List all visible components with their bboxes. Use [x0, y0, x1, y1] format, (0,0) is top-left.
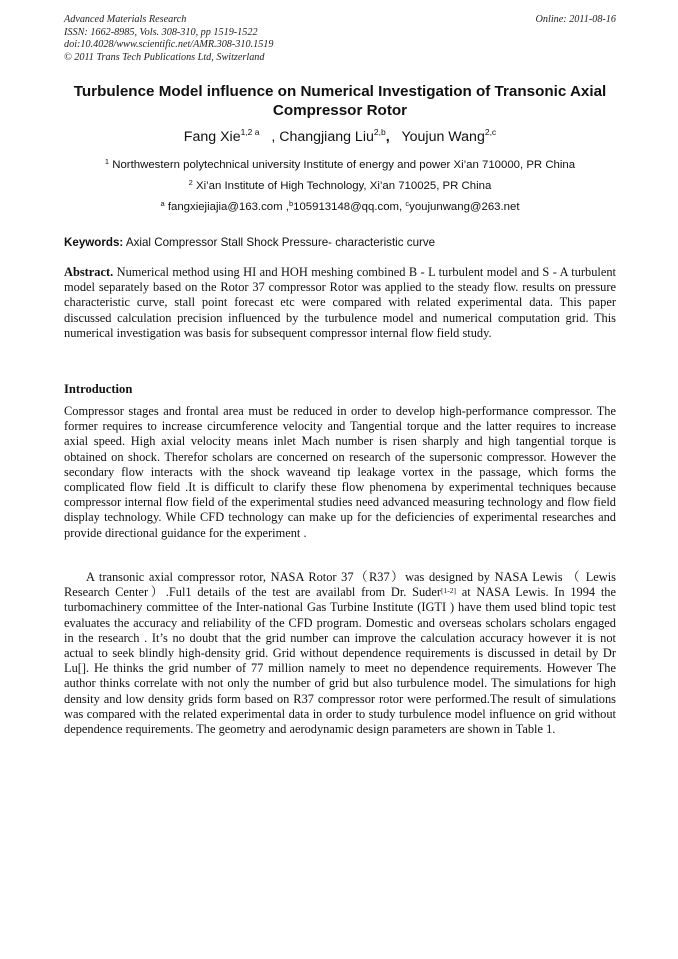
section-heading: Introduction — [64, 382, 133, 396]
author-affiliation-marker: 2,c — [484, 127, 497, 137]
citation-ref: [1-2] — [441, 586, 457, 596]
email-a: fangxiejiajia@163.com , — [167, 201, 289, 213]
doi-line: doi:10.4028/www.scientific.net/AMR.308-310.1519 — [64, 39, 274, 51]
email-marker: c — [405, 199, 410, 208]
author-list — [64, 129, 616, 145]
affiliation-marker: 2 — [188, 178, 193, 187]
issn-line: ISSN: 1662-8985, Vols. 308-310, pp 1519-1522 — [64, 26, 258, 38]
keywords-label: Keywords: — [64, 236, 124, 249]
intro-paragraph-1: Compressor stages and frontal area must be reduced in order to develop high-performance compressor. The former requires to increase circumference velocity and Tangential torque and the latter requires to increase axial speed. High axial velocity means inlet Mach number is risen sharply and high tangential torque is obtained on shock. Therefor scholars are concerned on research of the supersonic compressor. However the secondary flow interacts with the shock waveand tip leakage vortex in the passage, which forms the complicated flow field .It is difficult to clarify these flow phenomena by experimental techniques because compressor internal flow field of the experimental studies need advanced measuring technology and flow field display technology. While CFD technology can make up for the deficiencies of experimental researches and provide directional guidance for the experiment . — [64, 404, 616, 540]
intro-p2-text-a: A transonic axial compressor rotor, NASA Rotor 37（R37）was designed by NASA Lewis （ Lewis Research Center）.Ful1 details of the test are availabl from Dr. Suder — [64, 570, 616, 600]
keywords-text: Axial Compressor Stall Shock Pressure- characteristic curve — [123, 236, 436, 249]
author-separator: , — [385, 129, 390, 145]
affiliation-1 — [64, 159, 616, 171]
intro-p2-text-b: at NASA Lewis. In 1994 the turbomachinery committee of the Inter-national Gas Turbine Institute (IGTI ) have them used blind topic test evaluates the accuracy and reliability of the CFD program. Domestic and overseas scholars scholars engaged in the research . It’s no doubt that the grid number can improve the calculation accuracy however it is not actual to seek blindly high-density grid. Grid without dependence requirements is discussed in detail by Dr Lu[]. He thinks the grid number of 77 million namely to meet no dependence requirements. However The author thinks correlate with not only the number of grid but also turbulence model. The simulations for high density and low density grids form based on R37 compressor rotor were performed.The result of simulations was compared with the related experimental data in order to study turbulence model influence on grid without dependence requirements. The geometry and aerodynamic design parameters are shown in Table 1. — [64, 585, 616, 737]
author-affiliation-marker: 2,b — [373, 127, 386, 137]
abstract-label: Abstract. — [64, 265, 114, 279]
email-marker: a — [160, 199, 165, 208]
journal-name: Advanced Materials Research — [64, 14, 187, 25]
online-date: Online: 2011-08-16 — [535, 14, 616, 25]
email-b: 105913148@qq.com, — [293, 201, 406, 213]
affiliation-marker: 1 — [104, 157, 110, 166]
email-c: youjunwang@263.net — [409, 201, 520, 213]
author-name: Youjun Wang — [401, 129, 485, 145]
affiliation-2 — [64, 180, 616, 192]
copyright-line: © 2011 Trans Tech Publications Ltd, Switzerland — [64, 51, 265, 63]
paper-title: Turbulence Model influence on Numerical Investigation of Transonic Axial Compressor Rotor — [73, 83, 607, 119]
affiliation-text: Northwestern polytechnical university Institute of energy and power Xi’an 710000, PR China — [112, 159, 576, 171]
author-name: Fang Xie — [183, 129, 241, 145]
abstract — [64, 265, 616, 341]
keywords — [64, 236, 616, 249]
email-line — [64, 201, 616, 213]
journal-header — [64, 14, 616, 64]
author-name: , Changjiang Liu — [271, 129, 374, 145]
email-marker: b — [288, 199, 294, 208]
intro-paragraph-2 — [64, 570, 616, 737]
abstract-text: Numerical method using HI and HOH meshing combined B - L turbulent model and S - A turbulent model separately based on the Rotor 37 compressor Rotor was applied to the steady flow. results on pressure characteristic curve, stall point forecast etc were compared with related experimental data. This paper discussed calculation precision influenced by the turbulence model and numerical computation grid. This numerical investigation was basis for subsequent compressor internal flow field study. — [64, 265, 616, 340]
author-affiliation-marker: 1,2 a — [240, 127, 260, 137]
affiliation-text: Xi’an Institute of High Technology, Xi’an 710025, PR China — [196, 180, 492, 192]
